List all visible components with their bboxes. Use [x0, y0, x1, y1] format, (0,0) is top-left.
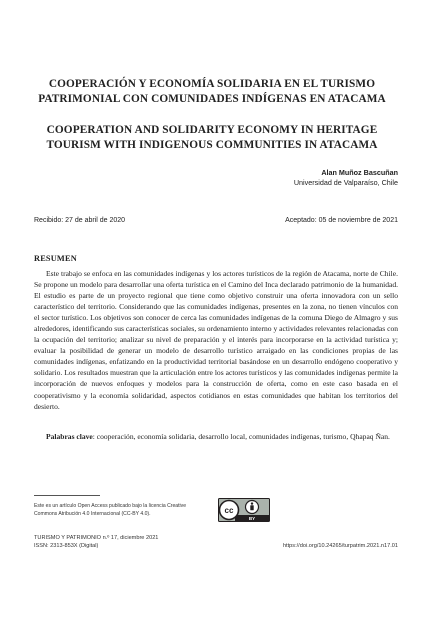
- accepted-date: Aceptado: 05 de noviembre de 2021: [285, 217, 398, 224]
- author-name: Alan Muñoz Bascuñan: [321, 168, 398, 177]
- by-badge-text: BY: [248, 516, 256, 521]
- submission-dates: [34, 217, 398, 224]
- abstract-text: Este trabajo se enfoca en las comunidades indígenas y los actores turísticos de la región de Atacama, norte de Chile. Se propone un modelo para desarrollar una oferta turística en el Camino del Inca declarado patrimonio de la humanidad. El estudio es parte de un proyecto regional que tiene como objetivo construir una oferta innovadora con un sello característico del territorio. Considerando que las comunidades indígenas, presentes en la zona, no tienen vínculos con el sector turístico. Los objetivos son conocer de cerca las comunidades indígenas de la comuna Diego de Almagro y sus alrededores, identificando sus características sociales, su ordenamiento interno y actividades relevantes relacionadas con la ocupación del territorio; analizar su nivel de preparación y el interés para incorporarse en la actividad turística y; evaluar la posibilidad de generar un modelo de desarrollo turístico arraigado en las condiciones propias de las comunidades indígenas, enfatizando en la productividad territorial basándose en un desarrollo endógeno cooperativo y solidario. Los resultados muestran que la articulación entre los actores turísticos y las comunidades indígenas permite la incorporación de nuevos enfoques y modelos para la construcción de oferta, como en este caso basada en el cooperativismo y la economía solidaridad, aspectos cotidianos en estas comunidades que habitan los territorios del desierto.: [34, 269, 398, 411]
- keywords-label: Palabras clave: [46, 432, 93, 441]
- received-date: Recibido: 27 de abril de 2020: [34, 217, 126, 224]
- license-line2: Commons Atribución 4.0 Internacional (CC-BY 4.0).: [34, 511, 151, 517]
- title-spanish-line1: COOPERACIÓN Y ECONOMÍA SOLIDARIA EN EL TURISMO: [48, 78, 376, 90]
- license-line1: Este es un artículo Open Access publicado bajo la licencia Creative: [34, 503, 187, 509]
- footnote-divider: [34, 495, 100, 496]
- author-block: [294, 168, 398, 188]
- abstract-heading: RESUMEN: [34, 254, 77, 263]
- license-note: [34, 502, 204, 518]
- title-english-line1: COOPERATION AND SOLIDARITY ECONOMY IN HERITAGE: [46, 124, 378, 136]
- cc-badge-text: cc: [224, 505, 234, 515]
- journal-issue: TURISMO Y PATRIMONIO n.º 17, diciembre 2021: [34, 535, 159, 541]
- title-english-line2: TOURISM WITH INDIGENOUS COMMUNITIES IN ATACAMA: [46, 139, 378, 151]
- keywords-list: : cooperación, economía solidaria, desarrollo local, comunidades indígenas, turismo, Qhapaq Ñan.: [92, 432, 390, 441]
- person-icon: [251, 502, 253, 504]
- cc-by-license-badge-icon[interactable]: [218, 498, 270, 522]
- journal-info: [34, 534, 158, 550]
- keywords-paragraph: [34, 431, 398, 442]
- title-spanish: [34, 77, 390, 107]
- title-spanish-line2: PATRIMONIAL CON COMUNIDADES INDÍGENAS EN ATACAMA: [38, 93, 386, 105]
- author-affiliation: Universidad de Valparaíso, Chile: [293, 178, 398, 187]
- title-english: [34, 123, 390, 153]
- journal-issn: ISSN: 2313-853X (Digital): [34, 543, 99, 549]
- doi-link[interactable]: https://doi.org/10.24265/turpatrim.2021.n17.01: [282, 543, 398, 549]
